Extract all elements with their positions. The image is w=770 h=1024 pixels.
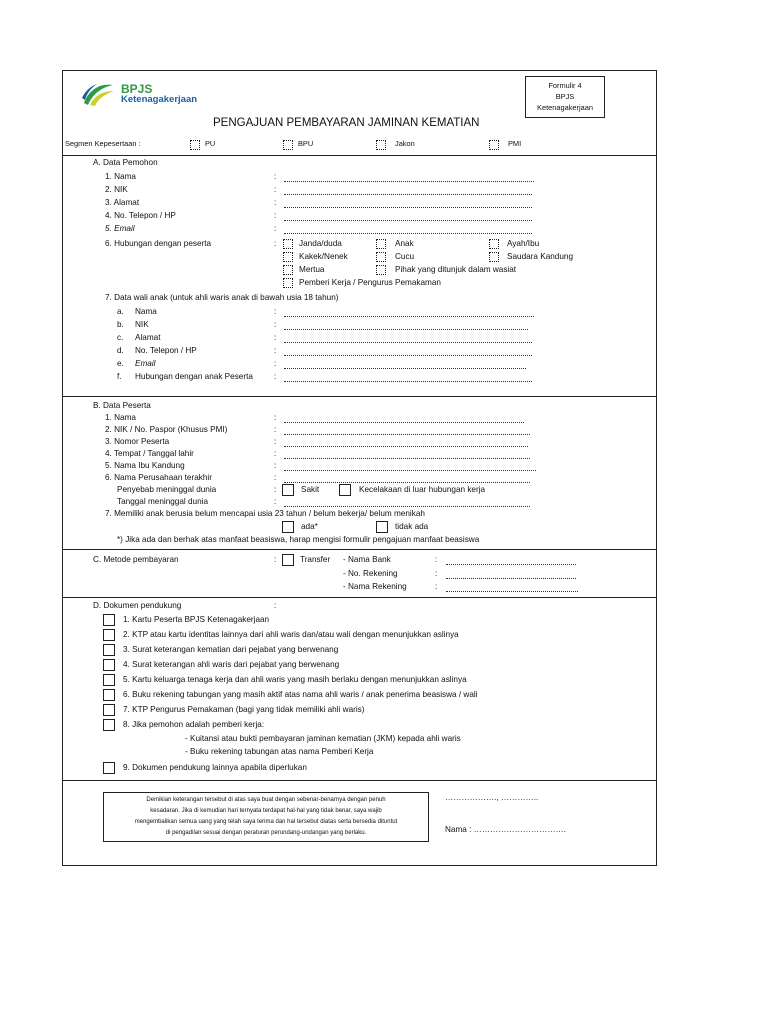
field-a1-input[interactable] (284, 181, 534, 182)
doc-9-checkbox[interactable] (103, 762, 115, 774)
field-b6-label: 6. Nama Perusahaan terakhir (105, 473, 212, 482)
colon: : (274, 185, 277, 194)
page-title: PENGAJUAN PEMBAYARAN JAMINAN KEMATIAN (213, 117, 480, 129)
field-b3-label: 3. Nomor Peserta (105, 437, 170, 446)
divider (63, 549, 656, 550)
field-a5-label: 5. Email (105, 224, 135, 233)
colon: : (274, 497, 277, 506)
hubungan-mertua-checkbox[interactable] (283, 265, 293, 275)
field-a2-label: 2. NIK (105, 185, 128, 194)
colon: : (274, 461, 277, 470)
doc-7-label: 7. KTP Pengurus Pemakaman (bagi yang tidak memiliki ahli waris) (123, 705, 365, 714)
colon: : (274, 359, 277, 368)
segmen-pu-checkbox[interactable] (190, 140, 200, 150)
colon: : (435, 569, 438, 578)
form-page (62, 70, 657, 866)
nama-rekening-input[interactable] (446, 591, 578, 592)
statement-box (103, 792, 429, 842)
divider (63, 396, 656, 397)
section-d-title: D. Dokumen pendukung (93, 601, 182, 610)
no-rekening-input[interactable] (446, 578, 576, 579)
hubungan-janda-label: Janda/duda (299, 239, 342, 248)
nama-signature-field[interactable]: Nama : ……………………………. (445, 825, 567, 834)
segmen-pu-label: PU (205, 139, 216, 148)
wali-field-label: Nama (135, 307, 157, 316)
wali-email-input[interactable] (284, 368, 526, 369)
tanggal-meninggal-label: Tanggal meninggal dunia (117, 497, 209, 506)
transfer-label: Transfer (300, 555, 331, 564)
hubungan-ayah-checkbox[interactable] (489, 239, 499, 249)
hubungan-anak-checkbox[interactable] (376, 239, 386, 249)
hubungan-cucu-checkbox[interactable] (376, 252, 386, 262)
colon: : (274, 346, 277, 355)
penyebab-kecelakaan-label: Kecelakaan di luar hubungan kerja (359, 485, 486, 494)
field-b5-label: 5. Nama Ibu Kandung (105, 461, 185, 470)
tanggal-meninggal-input[interactable] (284, 506, 530, 507)
colon: : (274, 413, 277, 422)
field-b3-input[interactable] (284, 446, 528, 447)
hubungan-cucu-label: Cucu (395, 252, 415, 261)
bank-field-label: - Nama Bank (343, 555, 391, 564)
penyebab-kecelakaan-checkbox[interactable] (339, 484, 351, 496)
segmen-bpu-checkbox[interactable] (283, 140, 293, 150)
field-a2-input[interactable] (284, 194, 532, 195)
colon: : (274, 239, 277, 248)
statement-line: kesadaran. Jika di kemudian hari ternyata terdapat hal-hal yang tidak benar, saya wajib (150, 808, 382, 814)
doc-7-checkbox[interactable] (103, 704, 115, 716)
bank-field-label: - No. Rekening (343, 569, 398, 578)
section-b-title: B. Data Peserta (93, 401, 151, 410)
bank-field-label: - Nama Rekening (343, 582, 407, 591)
transfer-checkbox[interactable] (282, 554, 294, 566)
wali-letter: e. (117, 359, 124, 368)
field-b4-input[interactable] (284, 458, 530, 459)
doc-8-sub-1: - Kuitansi atau bukti pembayaran jaminan kematian (JKM) kepada ahli waris (185, 734, 461, 743)
doc-6-label: 6. Buku rekening tabungan yang masih aktif atas nama ahli waris / anak penerima beasiswa / wali (123, 690, 478, 699)
wali-letter: b. (117, 320, 124, 329)
doc-1-checkbox[interactable] (103, 614, 115, 626)
divider (63, 155, 656, 156)
form-number-line3: Ketenagakerjaan (537, 103, 593, 112)
form-number-box (525, 76, 605, 118)
wali-field-label: NIK (135, 320, 149, 329)
statement-line: mengembalikan semua uang yang telah saya terima dan hal tersebut diatas serta bersedia dituntut (134, 819, 398, 825)
beasiswa-note: *) Jika ada dan berhak atas manfaat beasiswa, harap mengisi formulir pengajuan manfaat beasiswa (117, 535, 480, 544)
field-a3-input[interactable] (284, 207, 532, 208)
penyebab-sakit-label: Sakit (301, 485, 320, 494)
doc-4-checkbox[interactable] (103, 659, 115, 671)
doc-8-sub-2: - Buku rekening tabungan atas nama Pemberi Kerja (185, 747, 374, 756)
wali-letter: a. (117, 307, 124, 316)
section-a-title: A. Data Pemohon (93, 158, 158, 167)
hubungan-ayah-label: Ayah/Ibu (507, 239, 540, 248)
nama-bank-input[interactable] (446, 564, 576, 565)
anak-tidak-ada-label: tidak ada (395, 522, 429, 531)
hubungan-saudara-checkbox[interactable] (489, 252, 499, 262)
bpjs-logo-icon (81, 81, 117, 107)
field-a5-input[interactable] (284, 233, 532, 234)
colon: : (274, 425, 277, 434)
wali-letter: d. (117, 346, 124, 355)
hubungan-pemberi-kerja-checkbox[interactable] (283, 278, 293, 288)
field-b2-label: 2. NIK / No. Paspor (Khusus PMI) (105, 425, 228, 434)
colon: : (274, 449, 277, 458)
colon: : (274, 307, 277, 316)
penyebab-sakit-checkbox[interactable] (282, 484, 294, 496)
hubungan-saudara-label: Saudara Kandung (507, 252, 574, 261)
colon: : (435, 555, 438, 564)
hubungan-pemberi-kerja-label: Pemberi Kerja / Pengurus Pemakaman (299, 278, 441, 287)
hubungan-janda-checkbox[interactable] (283, 239, 293, 249)
anak-ada-checkbox[interactable] (282, 521, 294, 533)
hubungan-label: 6. Hubungan dengan peserta (105, 239, 212, 248)
wali-nama-input[interactable] (284, 316, 534, 317)
field-b1-label: 1. Nama (105, 413, 136, 422)
segmen-jakon-label: Jakon (395, 139, 415, 148)
doc-1-label: 1. Kartu Peserta BPJS Ketenagakerjaan (123, 615, 270, 624)
wali-field-label: No. Telepon / HP (135, 346, 197, 355)
statement-line: Demikian keterangan tersebut di atas saya buat dengan sebenar-benarnya dengan penuh (146, 797, 386, 803)
colon: : (274, 473, 277, 482)
colon: : (274, 198, 277, 207)
field-a4-input[interactable] (284, 220, 532, 221)
doc-5-checkbox[interactable] (103, 674, 115, 686)
field-b2-input[interactable] (284, 434, 530, 435)
segmen-pmi-checkbox[interactable] (489, 140, 499, 150)
doc-4-label: 4. Surat keterangan ahli waris dari pejabat yang berwenang (123, 660, 340, 669)
field-b5-input[interactable] (284, 470, 536, 471)
colon: : (274, 555, 277, 564)
divider (63, 597, 656, 598)
form-number-line1: Formulir 4 (548, 81, 582, 90)
hubungan-kakek-label: Kakek/Nenek (299, 252, 348, 261)
wali-field-label: Email (135, 359, 156, 368)
wali-field-label: Hubungan dengan anak Peserta (135, 372, 253, 381)
penyebab-label: Penyebab meninggal dunia (117, 485, 217, 494)
bpjs-logo (81, 81, 231, 109)
colon: : (435, 582, 438, 591)
colon: : (274, 437, 277, 446)
field-b1-input[interactable] (284, 422, 524, 423)
hubungan-mertua-label: Mertua (299, 265, 325, 274)
section-c-title: C. Metode pembayaran (93, 555, 179, 564)
wali-nik-input[interactable] (284, 329, 528, 330)
doc-2-label: 2. KTP atau kartu identitas lainnya dari ahli waris dan/atau wali dengan menunjukkan aslinya (123, 630, 459, 639)
doc-3-checkbox[interactable] (103, 644, 115, 656)
wali-hubungan-input[interactable] (284, 381, 532, 382)
hubungan-kakek-checkbox[interactable] (283, 252, 293, 262)
colon: : (274, 211, 277, 220)
doc-5-label: 5. Kartu keluarga tenaga kerja dan ahli waris yang masih berlaku dengan menunjukkan aslinya (123, 675, 467, 684)
colon: : (274, 372, 277, 381)
hubungan-wasiat-checkbox[interactable] (376, 265, 386, 275)
form-number-line2: BPJS (555, 92, 575, 101)
anak-label: 7. Memiliki anak berusia belum mencapai usia 23 tahun / belum bekerja/ belum menikah (105, 509, 425, 518)
segmen-label: Segmen Kepesertaan : (65, 139, 141, 148)
anak-tidak-ada-checkbox[interactable] (376, 521, 388, 533)
colon: : (274, 601, 277, 610)
divider (63, 780, 656, 781)
segmen-pmi-label: PMI (508, 139, 522, 148)
segmen-jakon-checkbox[interactable] (376, 140, 386, 150)
logo-name: BPJS (121, 82, 153, 96)
doc-9-label: 9. Dokumen pendukung lainnya apabila diperlukan (123, 763, 307, 772)
wali-title: 7. Data wali anak (untuk ahli waris anak di bawah usia 18 tahun) (105, 293, 339, 302)
field-a3-label: 3. Alamat (105, 198, 140, 207)
anak-ada-label: ada* (301, 522, 318, 531)
colon: : (274, 320, 277, 329)
field-a1-label: 1. Nama (105, 172, 136, 181)
statement-line: di pengadilan sesuai dengan peraturan perundang-undangan yang berlaku. (165, 830, 367, 836)
doc-3-label: 3. Surat keterangan kematian dari pejabat yang berwenang (123, 645, 339, 654)
wali-telepon-input[interactable] (284, 355, 532, 356)
hubungan-anak-label: Anak (395, 239, 414, 248)
hubungan-wasiat-label: Pihak yang ditunjuk dalam wasiat (395, 265, 517, 274)
doc-6-checkbox[interactable] (103, 689, 115, 701)
wali-letter: f. (117, 372, 122, 381)
segmen-bpu-label: BPU (298, 139, 314, 148)
colon: : (274, 333, 277, 342)
wali-alamat-input[interactable] (284, 342, 532, 343)
field-a4-label: 4. No. Telepon / HP (105, 211, 176, 220)
colon: : (274, 172, 277, 181)
doc-8-checkbox[interactable] (103, 719, 115, 731)
logo-sub: Ketenagakerjaan (121, 94, 198, 105)
field-b6-input[interactable] (284, 482, 530, 483)
colon: : (274, 224, 277, 233)
wali-letter: c. (117, 333, 124, 342)
place-date-field[interactable]: ………………., ………….. (445, 793, 539, 802)
field-b4-label: 4. Tempat / Tanggal lahir (105, 449, 194, 458)
wali-field-label: Alamat (135, 333, 161, 342)
doc-2-checkbox[interactable] (103, 629, 115, 641)
doc-8-label: 8. Jika pemohon adalah pemberi kerja: (123, 720, 265, 729)
colon: : (274, 485, 277, 494)
